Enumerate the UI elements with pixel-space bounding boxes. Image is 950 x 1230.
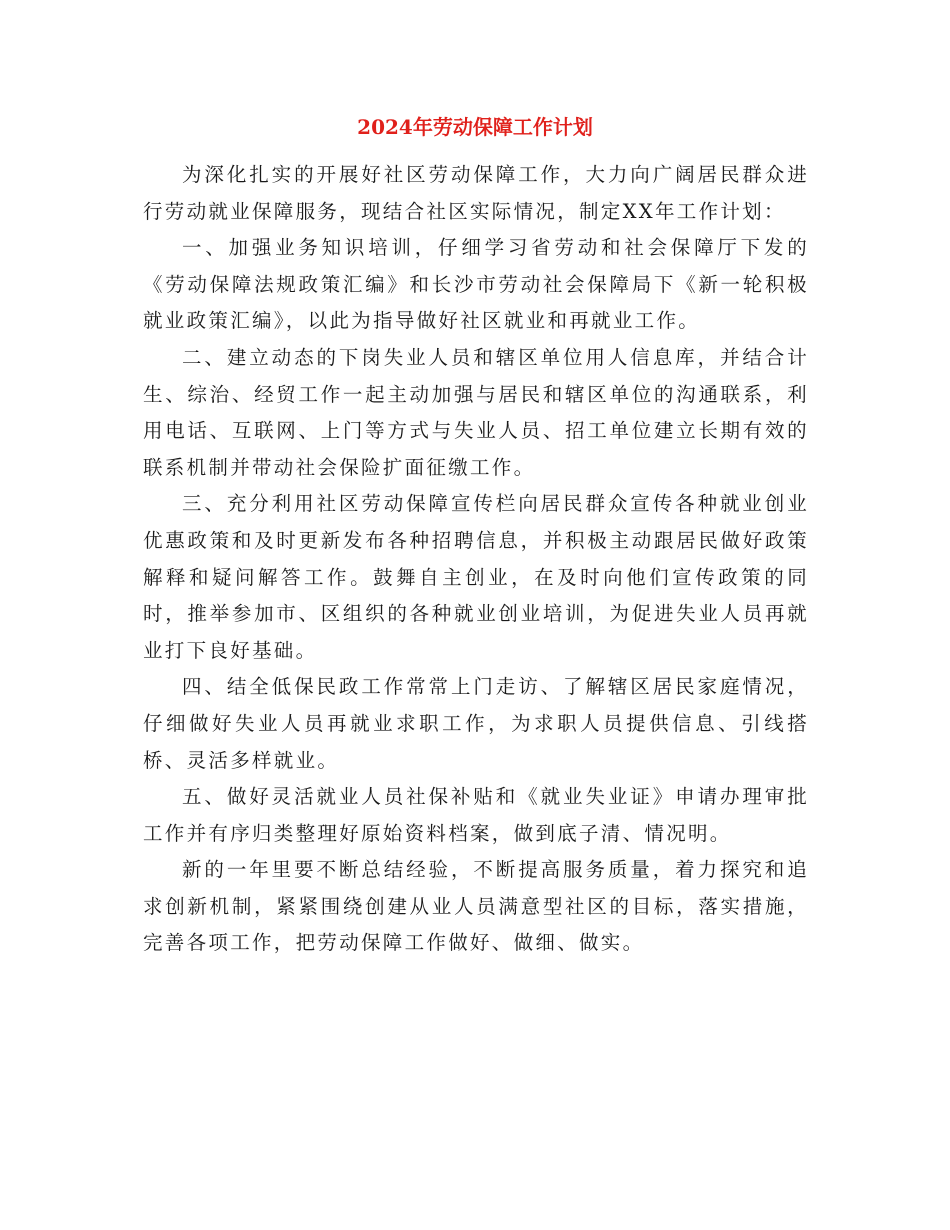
paragraph-intro: 为深化扎实的开展好社区劳动保障工作，大力向广阔居民群众进行劳动就业保障服务，现结合社区实际情况，制定XX年工作计划：	[143, 163, 809, 223]
paragraph-item-1: 一、加强业务知识培训，仔细学习省劳动和社会保障厅下发的《劳动保障法规政策汇编》和长沙市劳动社会保障局下《新一轮积极就业政策汇编》，以此为指导做好社区就业和再就业工作。	[143, 236, 809, 333]
paragraph-item-4: 四、结全低保民政工作常常上门走访、了解辖区居民家庭情况，仔细做好失业人员再就业求职工作，为求职人员提供信息、引线搭桥、灵活多样就业。	[143, 675, 809, 772]
document-title: 2024年劳动保障工作计划	[357, 115, 593, 139]
paragraph-item-3: 三、充分利用社区劳动保障宣传栏向居民群众宣传各种就业创业优惠政策和及时更新发布各种招聘信息，并积极主动跟居民做好政策解释和疑问解答工作。鼓舞自主创业，在及时向他们宣传政策的同时，推举参加市、区组织的各种就业创业培训，为促进失业人员再就业打下良好基础。	[143, 492, 809, 662]
paragraph-item-2: 二、建立动态的下岗失业人员和辖区单位用人信息库，并结合计生、综治、经贸工作一起主动加强与居民和辖区单位的沟通联系，利用电话、互联网、上门等方式与失业人员、招工单位建立长期有效的联系机制并带动社会保险扩面征缴工作。	[143, 345, 809, 479]
document-body	[143, 157, 809, 962]
paragraph-item-5: 五、做好灵活就业人员社保补贴和《就业失业证》申请办理审批工作并有序归类整理好原始资料档案，做到底子清、情况明。	[143, 785, 809, 845]
paragraph-conclusion: 新的一年里要不断总结经验，不断提高服务质量，着力探究和追求创新机制，紧紧围绕创建从业人员满意型社区的目标，落实措施，完善各项工作，把劳动保障工作做好、做细、做实。	[143, 858, 809, 955]
